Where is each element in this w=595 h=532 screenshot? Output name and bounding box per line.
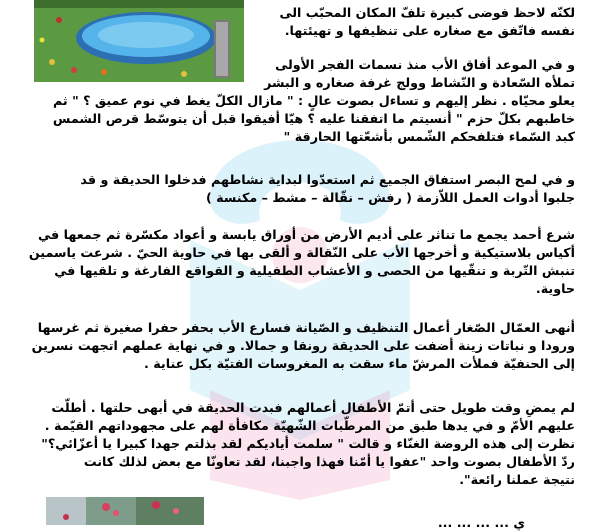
paragraph-5 xyxy=(32,319,575,373)
text-line: شرع أحمد يجمع ما تناثر على أديم الأرض من أوراق يابسة و أعواد مكسّرة ثم جمعها في xyxy=(38,227,575,242)
text-line: ردّ الأطفال بصوت واحد "عفوا يا أمّنا فهذا واجبنا، لقد تعاونّا مع بعض لذلك كانت xyxy=(83,454,575,469)
text-line: أنهى العمّال الصّغار أعمال التنظيف و الصّيانة فسارع الأب بحفر حفرا صغيرة ثم غرسها xyxy=(37,320,575,335)
text-line: عليهم الأمّ و في يدها طبق من المرطّبات الشّهيّة مكافأة لهم على مجهوداتهم القيّمة . xyxy=(44,418,575,433)
text-line: ورودا و نباتات زينة أضفت على الحديقة رونقا و جمالا. و في نهاية عملهم اتجهت نسرين xyxy=(31,338,575,353)
paragraph-6 xyxy=(41,399,575,489)
text-line: تملأه السّعادة و النّشاط وولج غرفة صغاره و البشر xyxy=(264,75,575,90)
text-line: و في لمح البصر استفاق الجميع ثم استعدّوا لبداية نشاطهم فدخلوا الحديقة و قد xyxy=(80,172,575,187)
text-line: جلبوا أدوات العمل اللاّزمة ( رفش – نقّالة – مشط – مكنسة ) xyxy=(205,190,575,205)
text-line: نتيجة عملنا رائعة". xyxy=(459,472,575,487)
paragraph-4 xyxy=(29,226,575,298)
paragraph-3 xyxy=(80,171,575,207)
text-line: حاوية. xyxy=(535,281,575,296)
paragraph-2 xyxy=(53,56,575,146)
text-line: تنبش التّربة و تنقّيها من الحصى و الأعشاب الطفيلية و القواقع الفارغة و تلقيها في xyxy=(54,263,575,278)
text-line: ي ... ... ... ... xyxy=(437,515,525,530)
text-line: لم يمضِ وقت طويل حتى أتمّ الأطفال أعمالهم فبدت الحديقة في أبهى حلتها . أطلّت xyxy=(51,400,575,415)
garden-flowers-photo xyxy=(46,497,204,525)
cut-off-line xyxy=(438,514,525,532)
text-line: كبد السّماء فتلفحكم الشّمس بأشعّتها الحارقة " xyxy=(283,129,575,144)
text-line: إلى الحنفيّة فملأت المرشّ ماء سقت به المغروسات الفتيّة بكل عناية . xyxy=(144,356,575,371)
text-line: و في الموعد أفاق الأب منذ نسمات الفجر الأولى xyxy=(275,57,575,72)
text-line: يعلو محيّاه . نظر إليهم و تساءل بصوت عالٍ : " مازال الكلّ يغط في نوم عميق ؟ " ثم xyxy=(52,93,575,108)
text-line: نظرت إلى هذه الروضة الغنّاء و قالت " سلمت أياديكم لقد بذلتم جهدا كبيرا يا أعزّائي؟" xyxy=(41,436,575,451)
text-line: خاطبهم بكلّ حزم " أنسيتم ما اتفقنا عليه ؟ هيّا أفيقوا قبل أن يتوسّط قرص الشمس xyxy=(52,111,575,126)
text-line: أكياس بلاستيكية و أخرجها الأب على النّقالة و ألقى بها في حاوية الحيّ . شرعت ياسمين xyxy=(28,245,575,260)
paragraph-1 xyxy=(279,4,575,40)
text-line: لكنّه لاحظ فوضى كبيرة تلفّ المكان المحبّب الى xyxy=(279,5,575,20)
text-line: نفسه فاتّفق مع صغاره على تنظيفها و تهيئتها. xyxy=(284,23,575,38)
